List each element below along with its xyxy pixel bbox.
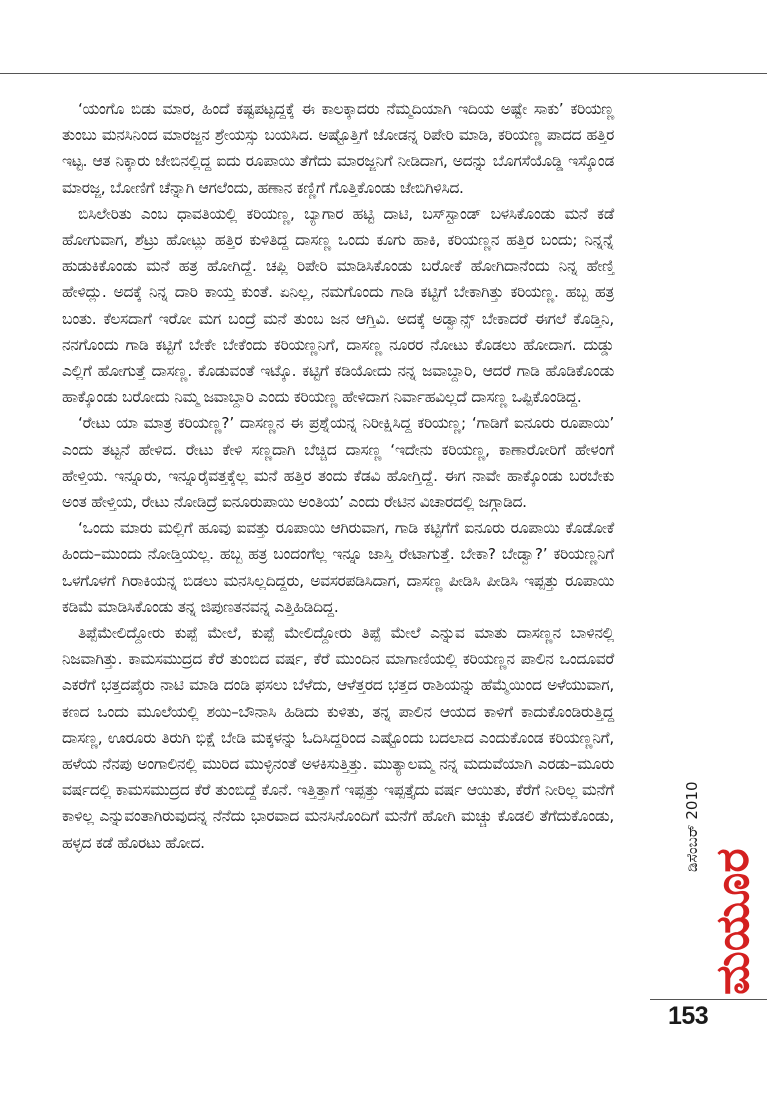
- header-rule: [0, 73, 767, 74]
- article-paragraph: ಬಿಸಿಲೇರಿತು ಎಂಬ ಧಾವತಿಯಲ್ಲಿ ಕರಿಯಣ್ಣ, ಬ್ಯಾಗಾರ ಹಟ್ಟಿ ದಾಟಿ, ಬಸ್‌ಸ್ಟಾಂಡ್ ಬಳಸಿಕೊಂಡು ಮನೆ ಕಡೆ ಹೋಗುವಾಗ, ಶೆಟ್ರು ಹೋಟ್ಲು ಹತ್ತಿರ ಕುಳಿತಿದ್ದ ದಾಸಣ್ಣ ಒಂದು ಕೂಗು ಹಾಕಿ, ಕರಿಯಣ್ಣನ ಹತ್ತಿರ ಬಂದು; ನಿನ್ನನ್ನೆ ಹುಡುಕಿಕೊಂಡು ಮನೆ ಹತ್ರ ಹೋಗಿದ್ದೆ. ಚಪ್ಲಿ ರಿಪೇರಿ ಮಾಡಿಸಿಕೊಂಡು ಬರೋಕೆ ಹೋಗಿದಾನೆಂದು ನಿನ್ನ ಹೇಣ್ತಿ ಹೇಳಿದ್ಲು. ಅದಕ್ಕೆ ನಿನ್ನ ದಾರಿ ಕಾಯ್ತ ಕುಂತೆ. ಏನಿಲ್ಲ, ನಮಗೊಂದು ಗಾಡಿ ಕಟ್ಟಿಗೆ ಬೇಕಾಗಿತ್ತು ಕರಿಯಣ್ಣ. ಹಬ್ಬ ಹತ್ರ ಬಂತು. ಕೆಲಸದಾಗೆ ಇರೋ ಮಗ ಬಂದ್ರೆ ಮನೆ ತುಂಬ ಜನ ಆಗ್ತಿವಿ. ಅದಕ್ಕೆ ಅಡ್ವಾನ್ಸ್ ಬೇಕಾದರೆ ಈಗಲೆ ಕೊಡ್ತಿನಿ, ನನಗೊಂದು ಗಾಡಿ ಕಟ್ಟಿಗೆ ಬೇಕೇ ಬೇಕೆಂದು ಕರಿಯಣ್ಣನಿಗೆ, ದಾಸಣ್ಣ ನೂರರ ನೋಟು ಕೊಡಲು ಹೋದಾಗ. ದುಡ್ಡು ಎಲ್ಲಿಗೆ ಹೋಗುತ್ತೆ ದಾಸಣ್ಣ. ಕೊಡುವಂತೆ ಇಟ್ಕೊ. ಕಟ್ಟಿಗೆ ಕಡಿಯೋದು ನನ್ನ ಜವಾಬ್ದಾರಿ, ಆದರೆ ಗಾಡಿ ಹೊಡಿಕೊಂಡು ಹಾಕ್ಕೊಂಡು ಬರೋದು ನಿಮ್ಮ ಜವಾಬ್ದಾರಿ ಎಂದು ಕರಿಯಣ್ಣ ಹೇಳಿದಾಗ ನಿರ್ವಾಹವಿಲ್ಲದೆ ದಾಸಣ್ಣ ಒಪ್ಪಿಕೊಂಡಿದ್ದ.: [62, 204, 614, 407]
- article-paragraph: ‘ಒಂದು ಮಾರು ಮಲ್ಲಿಗೆ ಹೂವು ಐವತ್ತು ರೂಪಾಯಿ ಆಗಿರುವಾಗ, ಗಾಡಿ ಕಟ್ಟಿಗೆಗೆ ಐನೂರು ರೂಪಾಯಿ ಕೊಡೋಕೆ ಹಿಂದು–ಮುಂದು ನೋಡ್ತಿಯಲ್ಲ. ಹಬ್ಬ ಹತ್ರ ಬಂದಂಗೆಲ್ಲ ಇನ್ನೂ ಜಾಸ್ತಿ ರೇಟಾಗುತ್ತೆ. ಬೇಕಾ? ಬೇಡ್ವಾ?’ ಕರಿಯಣ್ಣನಿಗೆ ಒಳಗೊಳಗೆ ಗಿರಾಕಿಯನ್ನ ಬಿಡಲು ಮನಸಿಲ್ಲದಿದ್ದರು, ಅವಸರಪಡಿಸಿದಾಗ, ದಾಸಣ್ಣ ಪೀಡಿಸಿ ಪೀಡಿಸಿ ಇಪ್ಪತ್ತು ರೂಪಾಯಿ ಕಡಿಮೆ ಮಾಡಿಸಿಕೊಂಡು ತನ್ನ ಜಿಪುಣತನವನ್ನ ಎತ್ತಿಹಿಡಿದಿದ್ದ.: [62, 519, 614, 616]
- magazine-masthead: ಮಯೂರ: [705, 848, 759, 995]
- issue-date: ಡಿಸೆಂಬರ್ 2010: [683, 781, 701, 872]
- article-paragraph: ‘ರೇಟು ಯಾ ಮಾತ್ರ ಕರಿಯಣ್ಣ?’ ದಾಸಣ್ಣನ ಈ ಪ್ರಶ್ನೆಯನ್ನ ನಿರೀಕ್ಷಿಸಿದ್ದ ಕರಿಯಣ್ಣ; ‘ಗಾಡಿಗೆ ಐನೂರು ರೂಪಾಯಿ’ ಎಂದು ತಟ್ಟನೆ ಹೇಳಿದ. ರೇಟು ಕೇಳಿ ಸಣ್ಣದಾಗಿ ಬೆಚ್ಚಿದ ದಾಸಣ್ಣ ‘ಇದೇನು ಕರಿಯಣ್ಣ, ಕಾಣಾರೋರಿಗೆ ಹೇಳಂಗೆ ಹೇಳ್ತಿಯ. ಇನ್ನೂರು, ಇನ್ನೂರೈವತ್ತಕ್ಕೆಲ್ಲ ಮನೆ ಹತ್ತಿರ ತಂದು ಕೆಡವಿ ಹೋಗ್ತಿದ್ದೆ. ಈಗ ನಾವೇ ಹಾಕ್ಕೊಂಡು ಬರಬೇಕು ಅಂತ ಹೇಳ್ತಿಯ, ರೇಟು ನೋಡಿದ್ರೆ ಐನೂರುಪಾಯಿ ಅಂತಿಯ’ ಎಂದು ರೇಟಿನ ವಿಚಾರದಲ್ಲಿ ಜಗ್ಗಾಡಿದ.: [62, 414, 614, 512]
- page-number: 153: [668, 1002, 709, 1030]
- article-paragraph: ತಿಪ್ಪೆಮೇಲಿದ್ದೋರು ಕುಪ್ಪೆ ಮೇಲೆ, ಕುಪ್ಪೆ ಮೇಲಿದ್ದೋರು ತಿಪ್ಪೆ ಮೇಲೆ ಎನ್ನುವ ಮಾತು ದಾಸಣ್ಣನ ಬಾಳಿನಲ್ಲಿ ನಿಜವಾಗಿತ್ತು. ಕಾಮಸಮುದ್ರದ ಕೆರೆ ತುಂಬಿದ ವರ್ಷ, ಕೆರೆ ಮುಂದಿನ ಮಾಗಾಣಿಯಲ್ಲಿ ಕರಿಯಣ್ಣನ ಪಾಲಿನ ಒಂದೂವರೆ ಎಕರೆಗೆ ಭತ್ತದಪೈರು ನಾಟಿ ಮಾಡಿ ದಂಡಿ ಫಸಲು ಬೆಳೆದು, ಆಳೆತ್ತರದ ಭತ್ತದ ರಾಶಿಯನ್ನು ಹೆಮ್ಮೆಯಿಂದ ಅಳೆಯುವಾಗ, ಕಣದ ಒಂದು ಮೂಲೆಯಲ್ಲಿ ಶಯಿ–ಬೌನಾಸಿ ಹಿಡಿದು ಕುಳಿತು, ತನ್ನ ಪಾಲಿನ ಆಯದ ಕಾಳಿಗೆ ಕಾದುಕೊಂಡಿರುತ್ತಿದ್ದ ದಾಸಣ್ಣ, ಊರೂರು ತಿರುಗಿ ಭಿಕ್ಷೆ ಬೇಡಿ ಮಕ್ಕಳನ್ನು ಓದಿಸಿದ್ದರಿಂದ ಎಷ್ಟೊಂದು ಬದಲಾದ ಎಂದುಕೊಂಡ ಕರಿಯಣ್ಣನಿಗೆ, ಹಳೆಯ ನೆನಪು ಅಂಗಾಲಿನಲ್ಲಿ ಮುರಿದ ಮುಳ್ಳಿನಂತೆ ಅಳಕಿಸುತ್ತಿತ್ತು. ಮುತ್ಯಾಲಮ್ಮ ನನ್ನ ಮದುವೆಯಾಗಿ ಎರಡು–ಮೂರು ವರ್ಷದಲ್ಲಿ ಕಾಮಸಮುದ್ರದ ಕೆರೆ ತುಂಬಿದ್ದೆ ಕೊನೆ. ಇತ್ತಿತ್ತಾಗೆ ಇಪ್ಪತ್ತು ಇಪ್ಪತ್ತೈದು ವರ್ಷ ಆಯಿತು, ಕೆರೆಗೆ ನೀರಿಲ್ಲ ಮನೆಗೆ ಕಾಳಿಲ್ಲ ಎನ್ನುವಂತಾಗಿರುವುದನ್ನ ನೆನೆದು ಭಾರವಾದ ಮನಸಿನೊಂದಿಗೆ ಮನೆಗೆ ಹೋಗಿ ಮಚ್ಚು ಕೊಡಲಿ ತೆಗೆದುಕೊಂಡು, ಹಳ್ಳದ ಕಡೆ ಹೊರಟು ಹೋದ.: [62, 624, 614, 852]
- article-paragraph: ‘ಯಂಗೊ ಬಿಡು ಮಾರ, ಹಿಂದೆ ಕಷ್ಟಪಟ್ಟದ್ದಕ್ಕೆ ಈ ಕಾಲಕ್ಕಾದರು ನೆಮ್ಮದಿಯಾಗಿ ಇದಿಯ ಅಷ್ಟೇ ಸಾಕು’ ಕರಿಯಣ್ಣ ತುಂಬು ಮನಸಿನಿಂದ ಮಾರಜ್ಜನ ಶ್ರೇಯಸ್ಸು ಬಯಸಿದ. ಅಷ್ಟೊತ್ತಿಗೆ ಜೋಡನ್ನ ರಿಪೇರಿ ಮಾಡಿ, ಕರಿಯಣ್ಣ ಪಾದದ ಹತ್ತಿರ ಇಟ್ಟ. ಆತ ನಿಕ್ಕಾರು ಜೇಬಿನಲ್ಲಿದ್ದ ಐದು ರೂಪಾಯಿ ತೆಗೆದು ಮಾರಜ್ಜನಿಗೆ ನೀಡಿದಾಗ, ಅದನ್ನು ಬೊಗಸೆಯೊಡ್ಡಿ ಇಸ್ಕೊಂಡ ಮಾರಜ್ಜ, ಬೋಣಿಗೆ ಚೆನ್ನಾಗಿ ಆಗಲೆಂದು, ಹಣಾನ ಕಣ್ಣಿಗೆ ಗೊತ್ತಿಕೊಂಡು ಜೇಬಿಗಿಳಿಸಿದ.: [62, 100, 614, 197]
- article-body: [62, 96, 614, 856]
- footer-rule: [650, 999, 767, 1000]
